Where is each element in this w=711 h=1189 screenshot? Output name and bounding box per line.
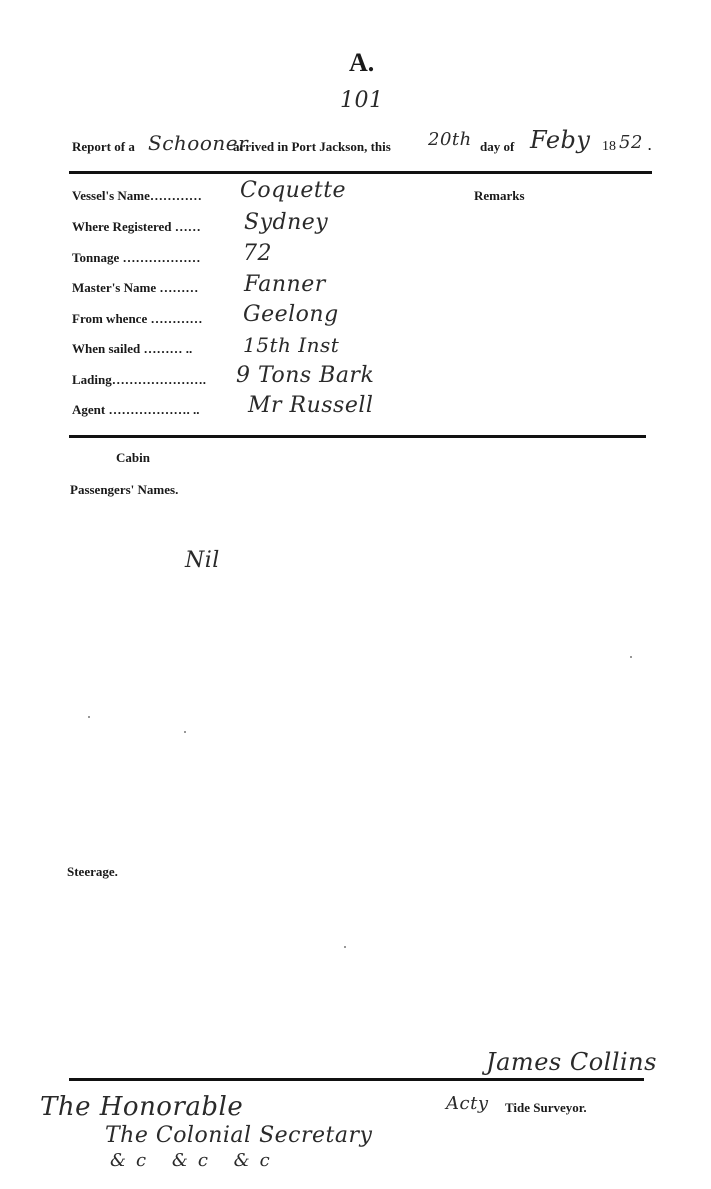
field-lading-label: Lading…………………. — [72, 372, 206, 387]
vessel-type: Schooner — [148, 131, 249, 155]
remarks-label: Remarks — [474, 188, 525, 203]
field-masters-name-value: Fanner — [244, 272, 326, 297]
form-letter: A. — [349, 48, 375, 77]
addressee-line2: The Colonial Secretary — [105, 1123, 373, 1148]
top-rule — [69, 171, 652, 174]
field-where-registered-label: Where Registered …… — [72, 219, 201, 234]
report-middle: arrived in Port Jackson, this — [233, 139, 391, 154]
field-agent-label: Agent ………………. .. — [72, 402, 200, 417]
report-number: 101 — [340, 88, 384, 113]
signature-title: Tide Surveyor. — [505, 1100, 587, 1115]
field-when-sailed-value: 15th Inst — [243, 333, 340, 357]
field-where-registered-value: Sydney — [244, 210, 329, 235]
fields-bottom-rule — [69, 435, 646, 438]
field-vessel-name-label: Vessel's Name………… — [72, 188, 202, 203]
field-from-whence-value: Geelong — [243, 302, 339, 327]
report-day: 20th — [428, 129, 472, 150]
report-year-hand: 52 — [619, 132, 643, 153]
report-end: . — [648, 138, 652, 153]
field-agent-value: Mr Russell — [248, 393, 374, 418]
field-from-whence-label: From whence ………… — [72, 311, 203, 326]
addressee-line1: The Honorable — [40, 1092, 244, 1122]
scan-speck — [184, 731, 186, 733]
signature-rule — [69, 1078, 644, 1081]
field-vessel-name-value: Coquette — [240, 178, 347, 203]
report-prefix: Report of a — [72, 139, 135, 154]
report-year-printed: 18 — [602, 139, 616, 154]
field-when-sailed-label: When sailed ……… .. — [72, 341, 193, 356]
passengers-value: Nil — [185, 548, 220, 573]
field-tonnage-label: Tonnage ……………… — [72, 250, 201, 265]
scan-speck — [630, 656, 632, 658]
report-day-label: day of — [480, 139, 515, 154]
field-lading-value: 9 Tons Bark — [236, 363, 375, 388]
passengers-label: Passengers' Names. — [70, 482, 179, 497]
field-masters-name-label: Master's Name ……… — [72, 280, 199, 295]
scan-speck — [88, 716, 90, 718]
report-month: Feby — [530, 126, 591, 154]
field-tonnage-value: 72 — [243, 241, 272, 266]
cabin-label: Cabin — [116, 450, 150, 465]
signature-name: James Collins — [486, 1048, 657, 1076]
scan-speck — [344, 946, 346, 948]
signature-acting: Acty — [446, 1093, 489, 1114]
steerage-label: Steerage. — [67, 864, 118, 879]
addressee-line3: &c &c &c — [110, 1150, 280, 1171]
